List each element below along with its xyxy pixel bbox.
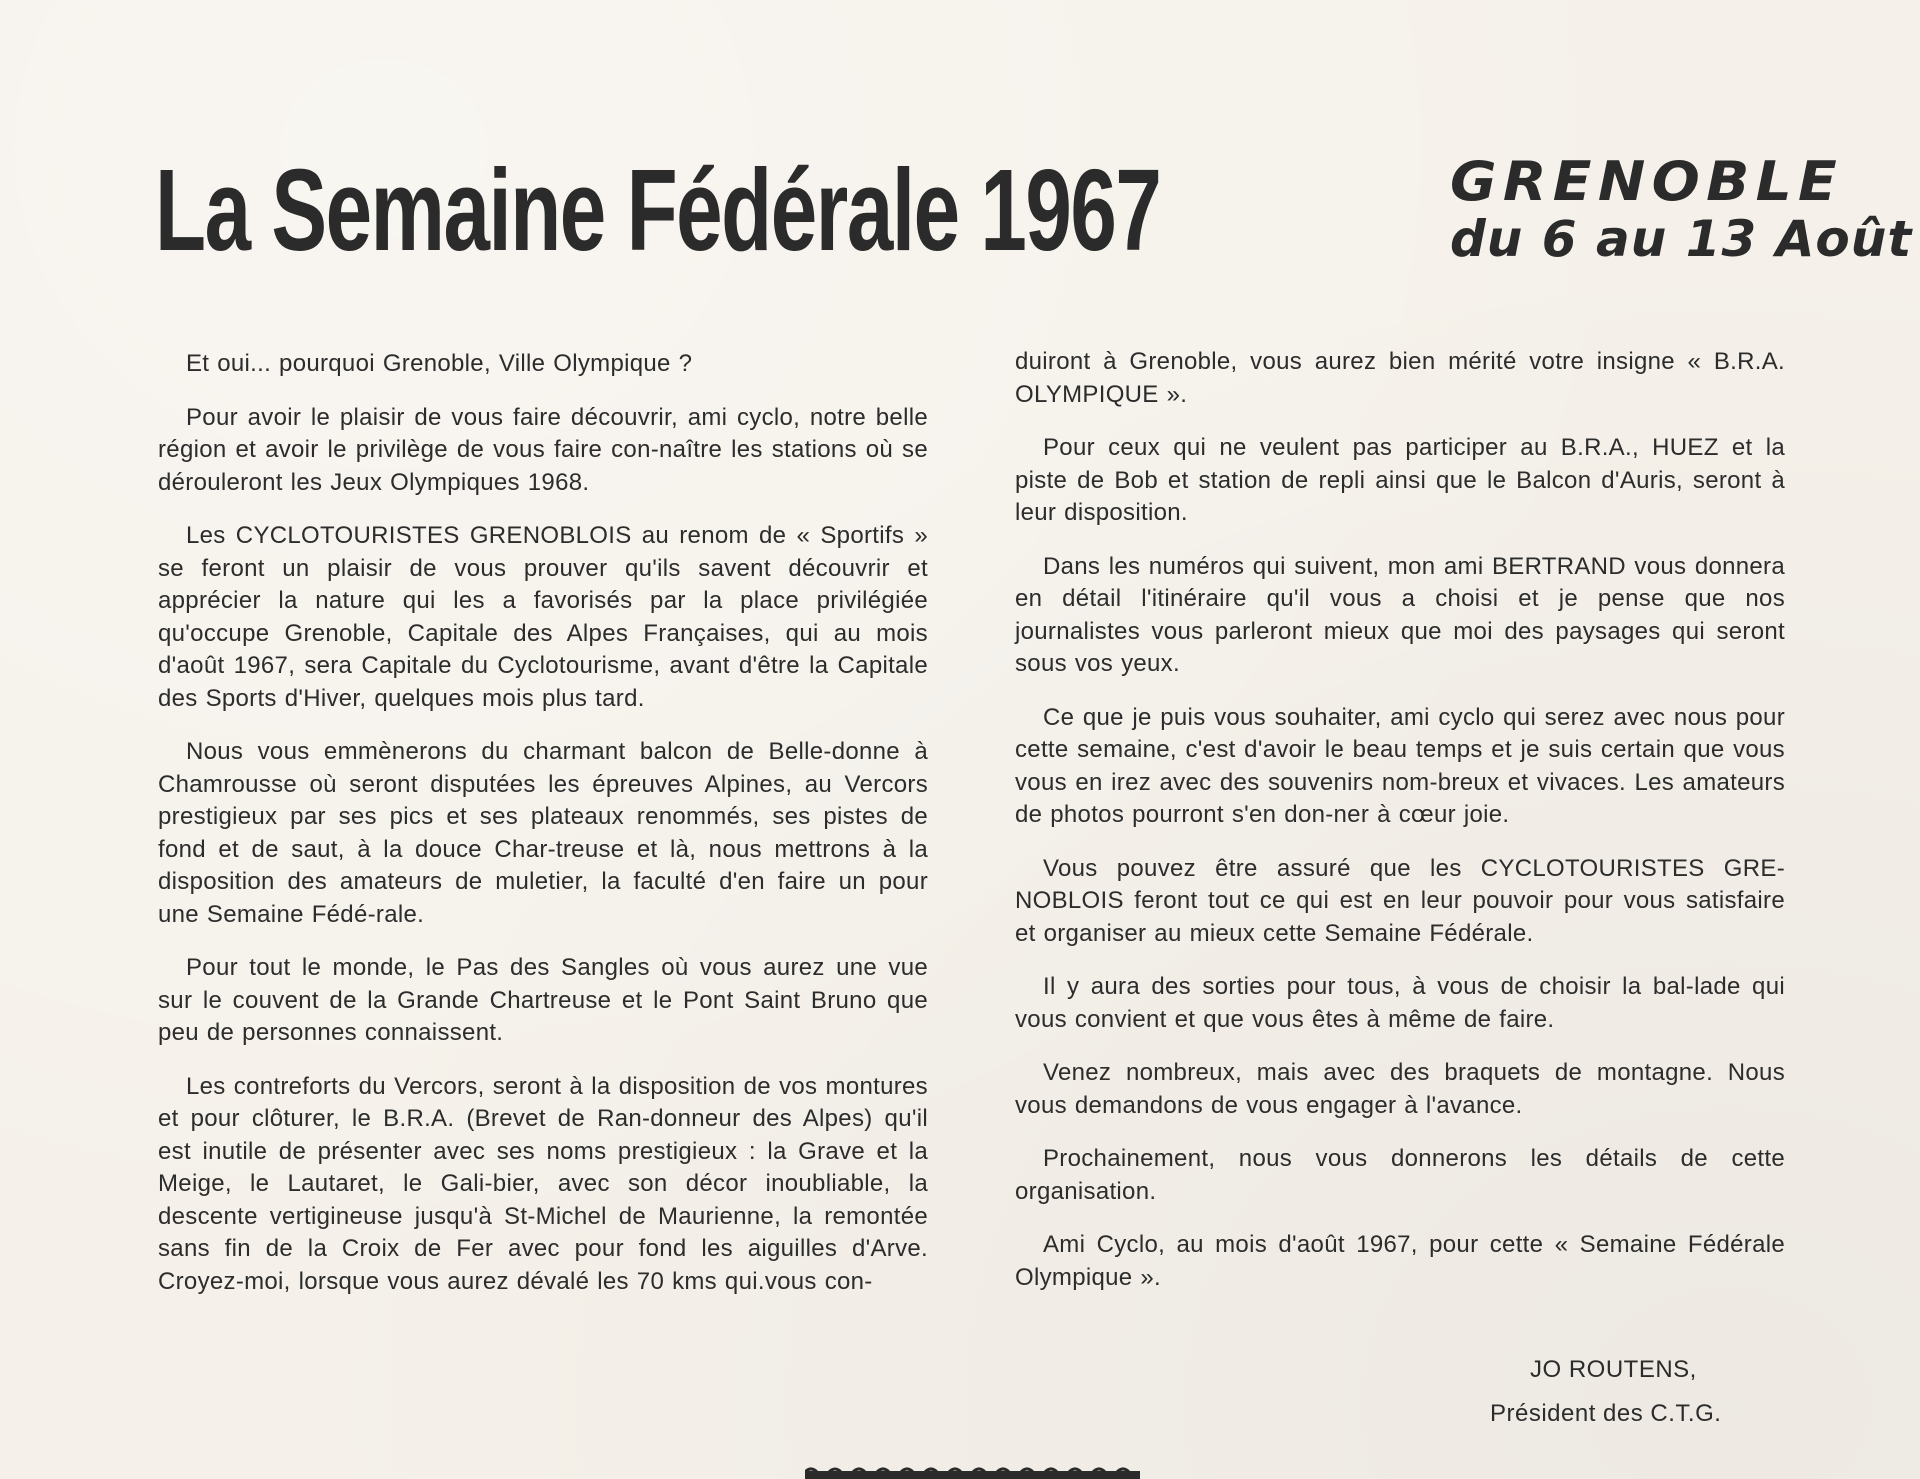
paragraph: Ami Cyclo, au mois d'août 1967, pour cette « Semaine Fédérale Olympique ». <box>1015 1231 1785 1291</box>
paragraph: Il y aura des sorties pour tous, à vous de choisir la bal-lade qui vous convient et que vous êtes à même de faire. <box>1015 973 1785 1033</box>
paragraph: Et oui... pourquoi Grenoble, Ville Olympique ? <box>186 350 693 377</box>
article-title: La Semaine Fédérale 1967 <box>155 145 1161 275</box>
signature-title: Président des C.T.G. <box>1490 1400 1722 1427</box>
article-subtitle <box>1450 150 1920 268</box>
paragraph: Pour ceux qui ne veulent pas participer au B.R.A., HUEZ et la piste de Bob et station de repli ainsi que le Balcon d'Auris, seront à leur disposition. <box>1015 434 1785 526</box>
paragraph: Pour tout le monde, le Pas des Sangles où vous aurez une vue sur le couvent de la Grande Chartreuse et le Pont Saint Bruno que peu de personnes connaissent. <box>158 954 928 1046</box>
paragraph: duiront à Grenoble, vous aurez bien mérité votre insigne « B.R.A. OLYMPIQUE ». <box>1015 348 1785 408</box>
paragraph: Prochainement, nous vous donnerons les détails de cette organisation. <box>1015 1145 1785 1205</box>
paragraph: Ce que je puis vous souhaiter, ami cyclo qui serez avec nous pour cette semaine, c'est d'avoir le beau temps et je suis certain que vous vous en irez avec des souvenirs nom-breux et vivaces. Les amateurs de photos pourront s'en don-ner à cœur joie. <box>1015 703 1785 828</box>
right-column <box>1015 346 1785 1315</box>
signature-name: JO ROUTENS, <box>1530 1356 1697 1383</box>
paragraph: Dans les numéros qui suivent, mon ami BERTRAND vous donnera en détail l'itinéraire qu'il vous a choisi et je pense que nos journalistes vous parleront mieux que moi des paysages qui seront sous vos yeux. <box>1015 552 1785 677</box>
paragraph: Les CYCLOTOURISTES GRENOBLOIS au renom de « Sportifs » se feront un plaisir de vous prouver qu'ils savent découvrir et apprécier la nature qui les a favorisés par la place privilégiée qu'occupe Grenoble, Capitale des Alpes Françaises, qui au mois d'août 1967, sera Capitale du Cyclotourisme, avant d'être la Capitale des Sports d'Hiver, quelques mois plus tard. <box>158 522 928 712</box>
paragraph: Les contreforts du Vercors, seront à la disposition de vos montures et pour clôturer, le B.R.A. (Brevet de Ran-donneur des Alpes) qu'il est inutile de présenter avec ses noms prestigieux : la Grave et la Meige, le Lautaret, le Gali-bier, avec son décor inoubliable, la descente vertigineuse jusqu'à St-Michel de Maurienne, la remontée sans fin de la Croix de Fer avec pour fond les aiguilles d'Arve. Croyez-moi, lorsque vous aurez dévalé les 70 kms qui.vous con- <box>158 1072 928 1295</box>
paragraph: Vous pouvez être assuré que les CYCLOTOURISTES GRE-NOBLOIS feront tout ce qui est en leur pouvoir pour vous satisfaire et organiser au mieux cette Semaine Fédérale. <box>1015 854 1785 947</box>
signature-block <box>1490 1348 1790 1436</box>
paragraph: Pour avoir le plaisir de vous faire découvrir, ami cyclo, notre belle région et avoir le privilège de vous faire con-naître les stations où se dérouleront les Jeux Olympiques 1968. <box>158 403 928 496</box>
decorative-border-ornament <box>805 1466 1140 1479</box>
paragraph: Nous vous emmènerons du charmant balcon de Belle-donne à Chamrousse où seront disputées les épreuves Alpines, au Vercors prestigieux par ses pics et ses plateaux renommés, ses pistes de fond et de saut, à la douce Char-treuse et là, nous mettrons à la disposition des amateurs de muletier, la faculté d'en faire un pour une Semaine Fédé-rale. <box>158 738 928 928</box>
event-dates: du 6 au 13 Août <box>1450 210 1913 268</box>
left-column <box>158 348 928 1319</box>
article-header <box>155 145 1913 275</box>
city-name: GRENOBLE <box>1450 150 1844 213</box>
paragraph: Venez nombreux, mais avec des braquets de montagne. Nous vous demandons de vous engager à l'avance. <box>1015 1059 1785 1119</box>
